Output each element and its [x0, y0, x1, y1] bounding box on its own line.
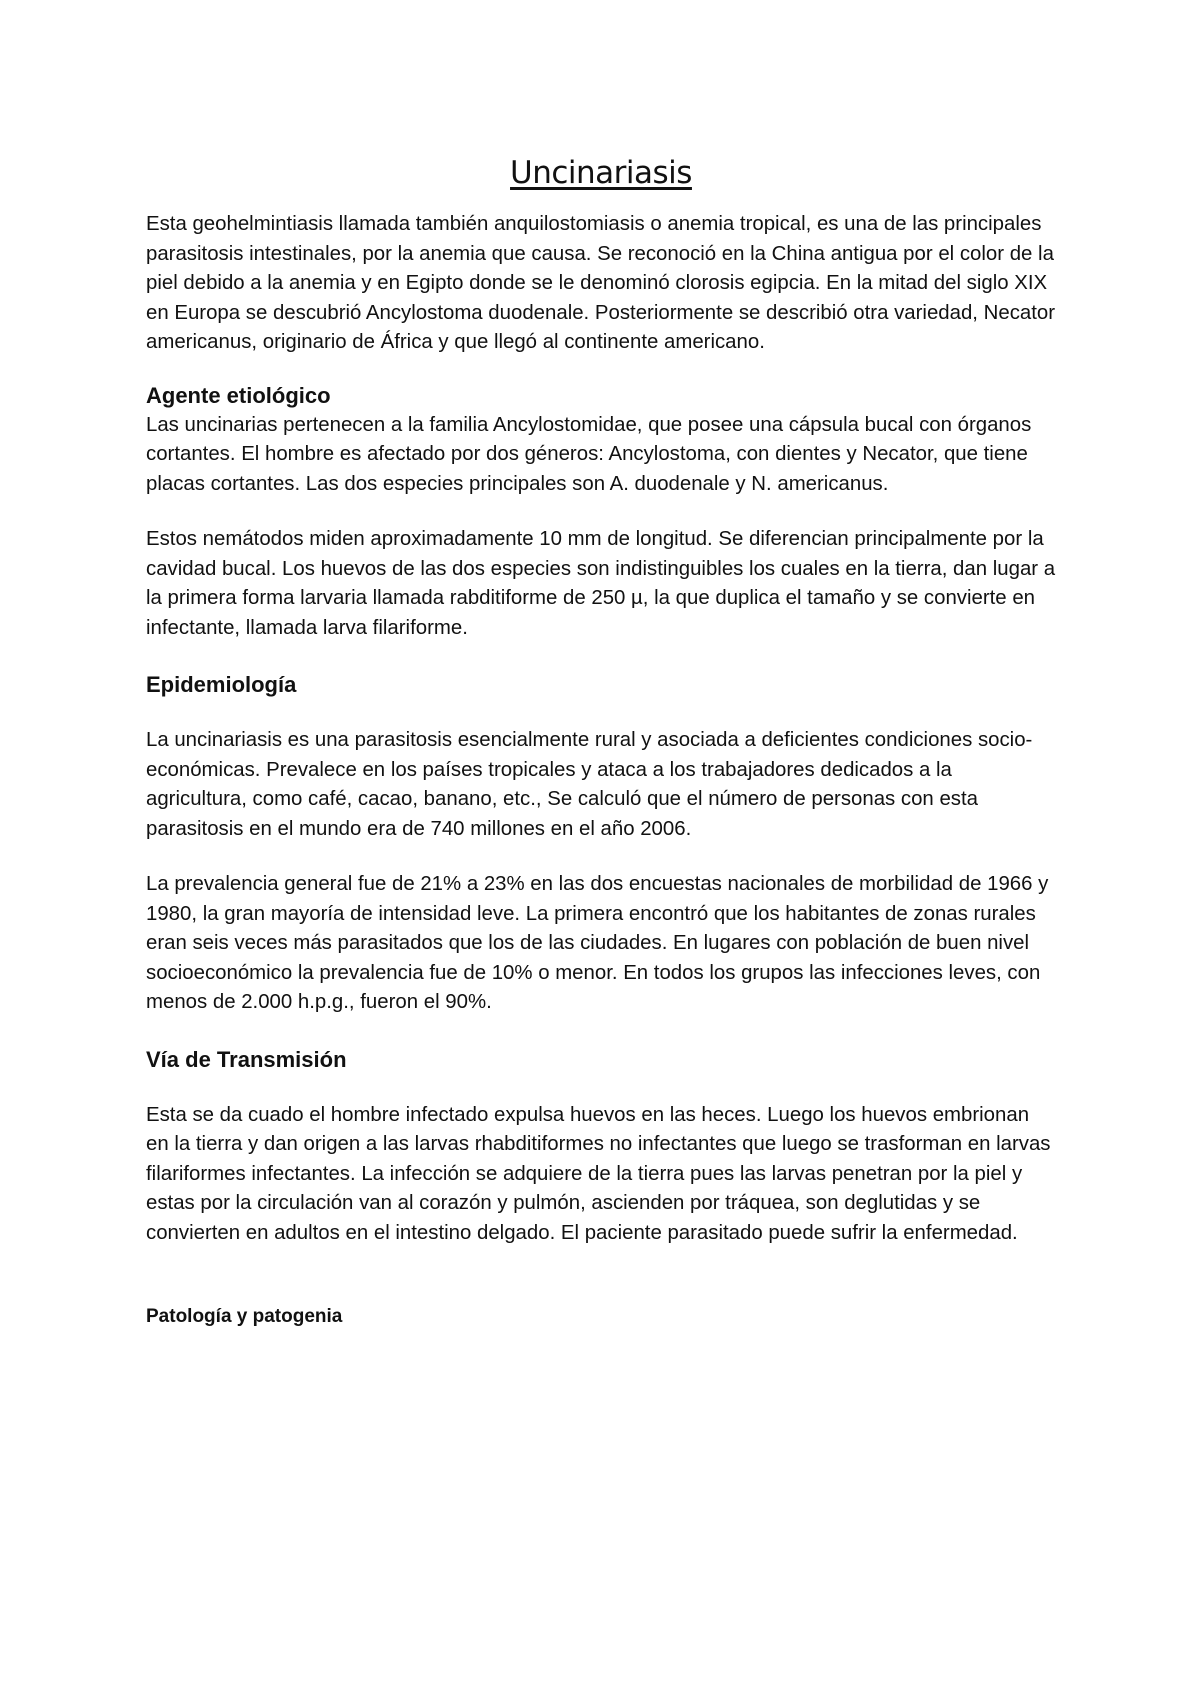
intro-paragraph: Esta geohelmintiasis llamada también anquilostomiasis o anemia tropical, es una de las principales parasitosis intestinales, por la anemia que causa. Se reconoció en la China antigua por el color de la piel debido a la anemia y en Egipto donde se le denominó clorosis egipcia. En la mitad del siglo XIX en Europa se descubrió Ancylostoma duodenale. Posteriormente se describió otra variedad, Necator americanus, originario de África y que llegó al continente americano.: [146, 213, 1056, 353]
document-title: Uncinariasis: [510, 155, 692, 191]
epidemiologia-paragraph-2: La prevalencia general fue de 21% a 23% en las dos encuestas nacionales de morbilidad de 1966 y 1980, la gran mayoría de intensidad leve. La primera encontró que los habitantes de zonas rurales eran seis veces más parasitados que los de las ciudades. En lugares con población de buen nivel socioeconómico la prevalencia fue de 10% o menor. En todos los grupos las infecciones leves, con menos de 2.000 h.p.g., fueron el 90%.: [146, 873, 1049, 1013]
transmision-paragraph-1: Esta se da cuado el hombre infectado expulsa huevos en las heces. Luego los huevos embrionan en la tierra y dan origen a las larvas rhabditiformes no infectantes que luego se trasforman en larvas filariformes infectantes. La infección se adquiere de la tierra pues las larvas penetran por la piel y estas por la circulación van al corazón y pulmón, ascienden por tráquea, son deglutidas y se convierten en adultos en el intestino delgado. El paciente parasitado puede sufrir la enfermedad.: [146, 1103, 1051, 1244]
heading-patologia-patogenia: Patología y patogenia: [146, 1306, 343, 1327]
heading-agente-etiologico: Agente etiológico: [146, 382, 331, 408]
epidemiologia-paragraph-1: La uncinariasis es una parasitosis esencialmente rural y asociada a deficientes condiciones socio-económicas. Prevalece en los países tropicales y ataca a los trabajadores dedicados a la agricultura, como café, cacao, banano, etc., Se calculó que el número de personas con esta parasitosis en el mundo era de 740 millones en el año 2006.: [146, 729, 1033, 840]
agente-paragraph-1: Las uncinarias pertenecen a la familia Ancylostomidae, que posee una cápsula bucal con órganos cortantes. El hombre es afectado por dos géneros: Ancylostoma, con dientes y Necator, que tiene placas cortantes. Las dos especies principales son A. duodenale y N. americanus.: [146, 413, 1032, 495]
heading-via-transmision: Vía de Transmisión: [146, 1046, 347, 1072]
heading-epidemiologia: Epidemiología: [146, 672, 297, 697]
document-page: [146, 150, 1056, 1332]
agente-paragraph-2: Estos nemátodos miden aproximadamente 10 mm de longitud. Se diferencian principalmente por la cavidad bucal. Los huevos de las dos especies son indistinguibles los cuales en la tierra, dan lugar a la primera forma larvaria llamada rabditiforme de 250 µ, la que duplica el tamaño y se convierte en infectante, llamada larva filariforme.: [146, 528, 1056, 639]
